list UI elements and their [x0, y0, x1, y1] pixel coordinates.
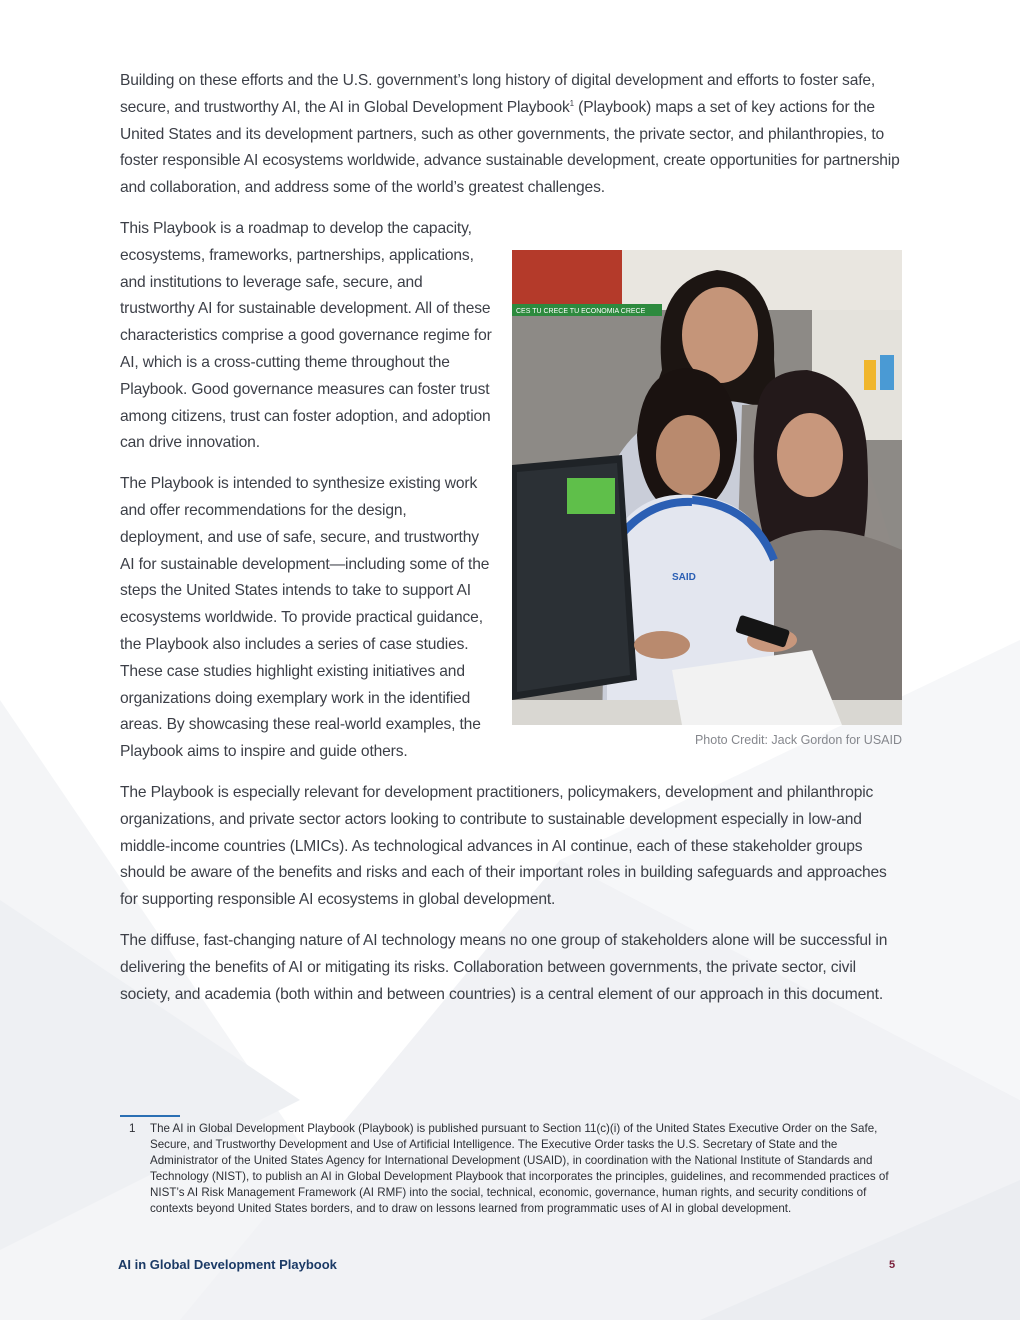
paragraph-roadmap: This Playbook is a roadmap to develop the capacity, ecosystems, frameworks, partnerships, applications, and institutions to leverage safe, secure, and trustworthy AI for sustainable development. All of these characteristics comprise a good governance regime for AI, which is a cross-cutting theme throughout the Playbook. Good governance measures can foster trust among citizens, trust can foster adoption, and adoption can drive innovation.: [120, 219, 492, 452]
footer-document-title: AI in Global Development Playbook: [118, 1257, 337, 1272]
photo-banner-text: CES TU CRECE TU ECONOMIA CRECE: [516, 307, 646, 315]
paragraph-collaboration: The diffuse, fast-changing nature of AI technology means no one group of stakeholders alone will be successful in delivering the benefits of AI or mitigating its risks. Collaboration between governments, the private sector, civil society, and academia (both within and between countries) is a central element of our approach in this document.: [120, 931, 888, 1003]
paragraph-intro: Building on these efforts and the U.S. government’s long history of digital development and efforts to foster safe, secure, and trustworthy AI, the AI in Global Development Playbook$^1$ (Playbook) maps a set of key actions for the United States and its development partners, such as other governments, the private sector, and philanthropies, to foster responsible AI ecosystems worldwide, advance sustainable development, create opportunities for partnership and collaboration, and address some of the world’s greatest challenges.: [120, 72, 900, 197]
photo-students-at-computer: [512, 250, 902, 725]
page-number: 5: [889, 1259, 896, 1271]
footnote-reference[interactable]: 1: [569, 98, 574, 108]
paragraph-relevance: The Playbook is especially relevant for development practitioners, policymakers, development and philanthropic organizations, and private sector actors looking to contribute to sustainable development especially in low-and middle-income countries (LMICs). As technological advances in AI continue, each of these stakeholder groups should be aware of the benefits and risks and each of their important roles in building safeguards and approaches for supporting responsible AI ecosystems in global development.: [120, 783, 887, 909]
main-content: [120, 68, 902, 1022]
photo-figure: [512, 250, 902, 748]
footnote: [120, 1121, 895, 1217]
photo-caption: Photo Credit: Jack Gordon for USAID: [694, 732, 902, 747]
paragraph-synthesize: The Playbook is intended to synthesize existing work and offer recommendations for the design, deployment, and use of safe, secure, and trustworthy AI for sustainable development—including some of the steps the United States intends to take to support AI ecosystems worldwide. To provide practical guidance, the Playbook also includes a series of case studies. These case studies highlight existing initiatives and organizations doing exemplary work in the identified areas. By showcasing these real-world examples, the Playbook aims to inspire and guide others.: [120, 475, 490, 761]
footnote-number: 1: [129, 1122, 136, 1135]
photo-shirt-text: SAID: [672, 571, 696, 583]
footnote-divider: [120, 1115, 180, 1117]
footnote-text: The AI in Global Development Playbook (Playbook) is published pursuant to Section 11(c)(i) of the United States Executive Order on the Safe, Secure, and Trustworthy Development and Use of Artificial Intelligence. The Executive Order tasks the U.S. Secretary of State and the Administrator of the United States Agency for International Development (USAID), in coordination with the National Institute of Standards and Technology (NIST), to publish an AI in Global Development Playbook that incorporates the principles, guidelines, and recommended practices of NIST’s AI Risk Management Framework (AI RMF) into the social, technical, economic, governance, human rights, and security conditions of contexts beyond United States borders, and to draw on lessons learned from programmatic uses of AI in global development.: [150, 1122, 889, 1215]
